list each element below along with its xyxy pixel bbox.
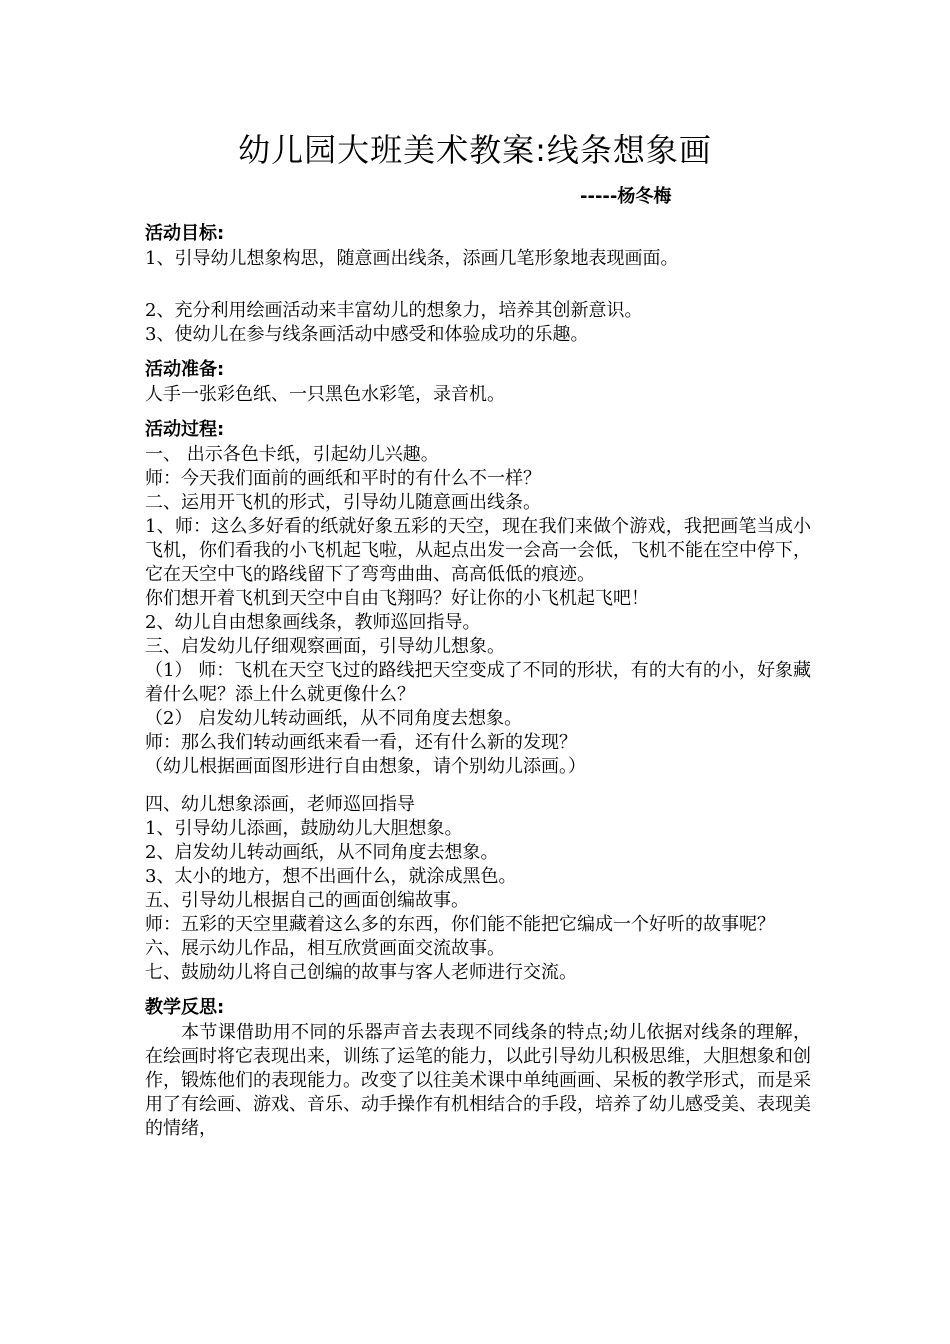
reflection-section — [145, 995, 811, 1141]
process-item: 四、幼儿想象添画，老师巡回指导 — [145, 794, 415, 815]
reflection-heading: 教学反思: — [145, 997, 225, 1018]
process-item: 1、引导幼儿添画，鼓励幼儿大胆想象。 — [145, 818, 463, 839]
goals-heading: 活动目标: — [145, 223, 225, 244]
preparation-heading: 活动准备: — [145, 359, 225, 380]
process-item: 二、运用开飞机的形式，引导幼儿随意画出线条。 — [145, 492, 541, 513]
process-item: 师：今天我们面前的画纸和平时的有什么不一样？ — [145, 468, 541, 489]
document-body — [145, 221, 811, 1141]
process-item: （2） 启发幼儿转动画纸，从不同角度去想象。 — [145, 708, 523, 729]
process-item: 六、展示幼儿作品，相互欣赏画面交流故事。 — [145, 938, 505, 959]
process-item: 师：那么我们转动画纸来看一看，还有什么新的发现？ — [145, 732, 577, 753]
goals-section — [145, 221, 811, 347]
process-item: 三、启发幼儿仔细观察画面，引导幼儿想象。 — [145, 636, 505, 657]
process-item: 五、引导幼儿根据自己的画面创编故事。 — [145, 890, 469, 911]
reflection-text: 本节课借助用不同的乐器声音去表现不同线条的特点;幼儿依据对线条的理解，在绘画时将它表现出来，训练了运笔的能力，以此引导幼儿积极思维，大胆想象和创作，锻炼他们的表现能力。改变了以往美术课中单纯画画、呆板的教学形式，而是采用了有绘画、游戏、音乐、动手操作有机相结合的手段，培养了幼儿感受美、表现美的情绪， — [145, 1022, 811, 1139]
preparation-section — [145, 357, 811, 407]
process-item: 七、鼓励幼儿将自己创编的故事与客人老师进行交流。 — [145, 962, 577, 983]
process-item: （幼儿根据画面图形进行自由想象，请个别幼儿添画。） — [145, 756, 586, 777]
process-item: 2、启发幼儿转动画纸，从不同角度去想象。 — [145, 842, 499, 863]
goal-item: 2、充分利用绘画活动来丰富幼儿的想象力，培养其创新意识。 — [145, 300, 643, 321]
process-item: （1） 师：飞机在天空飞过的路线把天空变成了不同的形状，有的大有的小，好象藏着什么呢？添上什么就更像什么？ — [145, 660, 811, 705]
process-section — [145, 417, 811, 985]
process-item: 1、师：这么多好看的纸就好象五彩的天空，现在我们来做个游戏，我把画笔当成小飞机，你们看我的小飞机起飞啦，从起点出发一会高一会低，飞机不能在空中停下，它在天空中飞的路线留下了弯弯曲曲、高高低低的痕迹。 — [145, 516, 811, 585]
preparation-item: 人手一张彩色纸、一只黑色水彩笔，录音机。 — [145, 384, 505, 405]
process-item: 2、幼儿自由想象画线条，教师巡回指导。 — [145, 612, 481, 633]
process-item: 师：五彩的天空里藏着这么多的东西，你们能不能把它编成一个好听的故事呢？ — [145, 914, 775, 935]
document-title: 幼儿园大班美术教案:线条想象画 — [238, 131, 712, 169]
goal-item: 1、引导幼儿想象构思，随意画出线条，添画几笔形象地表现画面。 — [145, 248, 679, 269]
process-item: 3、太小的地方，想不出画什么，就涂成黑色。 — [145, 866, 517, 887]
goal-item: 3、使幼儿在参与线条画活动中感受和体验成功的乐趣。 — [145, 324, 589, 345]
document-author: -----杨冬梅 — [580, 186, 672, 207]
process-heading: 活动过程: — [145, 419, 225, 440]
process-item: 一、 出示各色卡纸，引起幼儿兴趣。 — [145, 444, 439, 465]
process-item: 你们想开着飞机到天空中自由飞翔吗？好让你的小飞机起飞吧！ — [145, 588, 649, 609]
